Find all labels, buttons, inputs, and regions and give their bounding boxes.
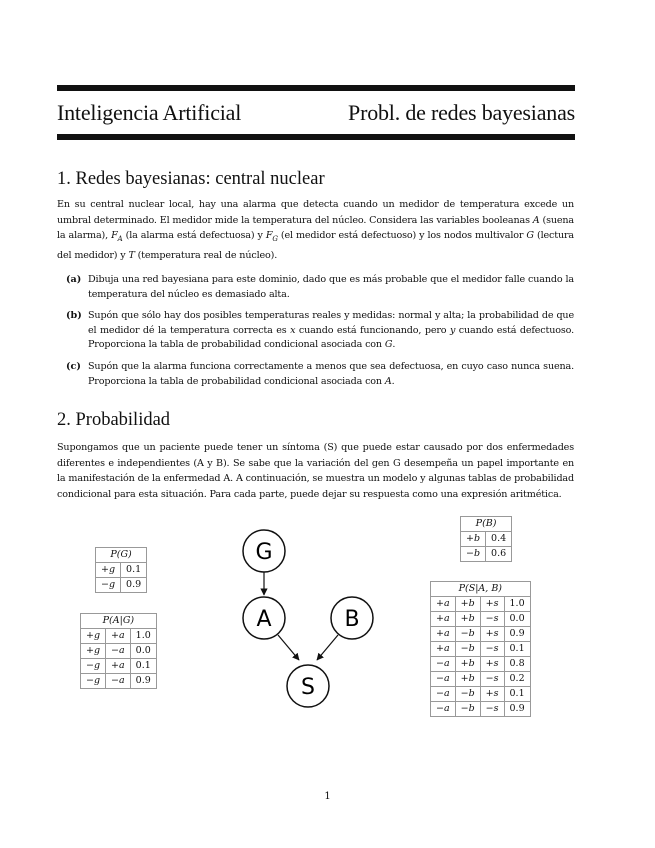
item-text: .	[392, 339, 396, 350]
table-cell: −a	[431, 687, 456, 702]
table-row	[431, 642, 531, 657]
table-cell: −b	[455, 642, 480, 657]
intro-text-2: (suena la alarma),	[57, 214, 574, 242]
table-cell: +a	[431, 642, 456, 657]
intro-text-3: (la alarma está defectuosa) y	[122, 230, 266, 242]
table-cell: +s	[480, 627, 504, 642]
var-g: G	[526, 230, 534, 242]
table-row	[461, 532, 512, 547]
table-cell: 0.9	[504, 627, 530, 642]
item-text: Supón que sólo hay dos posibles temperaturas reales y medidas: normal y alta; la probabilidad de que el medidor dé la temperatura correcta es	[88, 310, 574, 336]
table-cell: +b	[455, 657, 480, 672]
node-g-label: G	[255, 540, 273, 565]
table-cell: −a	[431, 702, 456, 717]
table-cell: −g	[96, 578, 121, 593]
table-title: P(B)	[461, 517, 512, 532]
table-cell: −s	[480, 672, 504, 687]
table-row	[431, 702, 531, 717]
edge-a-s	[278, 635, 299, 660]
section-2-title: 2. Probabilidad	[57, 410, 171, 430]
node-s-label: S	[301, 675, 315, 700]
node-a-label: A	[256, 607, 272, 632]
table-row	[431, 627, 531, 642]
intro-text-5: (lectura del medidor) y	[57, 230, 574, 261]
table-cell: −a	[431, 657, 456, 672]
item-label: (c)	[66, 361, 81, 372]
table-cell: −a	[431, 672, 456, 687]
table-cell: +b	[461, 532, 486, 547]
table-row	[96, 563, 147, 578]
item-text: cuando está funcionando, pero	[295, 324, 450, 336]
section-1-intro	[57, 197, 574, 263]
table-cell: 0.1	[130, 659, 156, 674]
table-cell: 1.0	[504, 597, 530, 612]
course-title: Inteligencia Artificial	[57, 100, 242, 125]
table-cell: 0.6	[486, 547, 512, 562]
node-b-label: B	[344, 607, 360, 632]
table-cell: −s	[480, 702, 504, 717]
page-number: 1	[324, 791, 331, 802]
table-cell: −s	[480, 612, 504, 627]
table-row	[431, 672, 531, 687]
table-title: P(A|G)	[81, 614, 157, 629]
exercise-item-b	[66, 309, 574, 353]
table-cell: +s	[480, 597, 504, 612]
table-cell: 0.0	[504, 612, 530, 627]
table-cell: 0.0	[130, 644, 156, 659]
bayes-network-diagram	[230, 520, 400, 720]
table-row	[81, 629, 157, 644]
var-fa-sub: A	[117, 235, 123, 244]
table-cell: −g	[81, 659, 106, 674]
table-cell: +b	[455, 672, 480, 687]
item-label: (a)	[66, 274, 82, 285]
table-cell: +b	[455, 612, 480, 627]
table-row	[81, 644, 157, 659]
table-cell: 0.1	[504, 687, 530, 702]
table-cell: +b	[455, 597, 480, 612]
item-text: cuando está defectuoso. Proporciona la tabla de probabilidad condicional asociada con	[88, 324, 575, 350]
table-cell: +a	[431, 627, 456, 642]
var-fa: F	[111, 230, 118, 242]
table-cell: +a	[431, 612, 456, 627]
var-fg-sub: G	[272, 235, 278, 244]
var-fg: F	[265, 230, 273, 242]
cpt-p-b	[460, 516, 512, 562]
cpt-p-g	[95, 547, 147, 593]
intro-text-4: (el medidor está defectuoso) y los nodos multivalor	[277, 230, 527, 242]
table-title: P(S|A, B)	[431, 582, 531, 597]
table-cell: 0.9	[504, 702, 530, 717]
table-cell: −a	[106, 674, 131, 689]
cpt-p-s-given-a-b	[430, 581, 531, 717]
item-text: Supón que la alarma funciona correctamente a menos que sea defectuosa, en cuyo caso nunca suena. Proporciona la tabla de probabilidad condicional asociada con	[88, 361, 574, 387]
var-g: G	[384, 339, 393, 350]
table-cell: −b	[455, 627, 480, 642]
table-row	[431, 612, 531, 627]
intro-text-1: En su central nuclear local, hay una alarma que detecta cuando un medidor de temperatura excede un umbral determinado. El medidor mide la temperatura del núcleo. Considera las variables booleanas	[57, 199, 574, 226]
section-1-title: 1. Redes bayesianas: central nuclear	[57, 169, 325, 189]
table-row	[431, 657, 531, 672]
table-row	[96, 578, 147, 593]
table-row	[431, 597, 531, 612]
table-cell: −g	[81, 674, 106, 689]
table-cell: −a	[106, 644, 131, 659]
table-row	[431, 687, 531, 702]
table-cell: 0.1	[121, 563, 147, 578]
header-bottom-rule	[57, 134, 575, 140]
table-cell: −b	[461, 547, 486, 562]
table-cell: +a	[431, 597, 456, 612]
table-cell: −s	[480, 642, 504, 657]
item-text: .	[391, 375, 395, 387]
item-text: Dibuja una red bayesiana para este dominio, dado que es más probable que el medidor falle cuando la temperatura del núcleo es demasiado alta.	[88, 274, 574, 300]
table-cell: −b	[455, 687, 480, 702]
exercise-item-c	[66, 360, 574, 389]
cpt-p-a-given-g	[80, 613, 157, 689]
table-cell: 1.0	[130, 629, 156, 644]
table-cell: −b	[455, 702, 480, 717]
table-cell: 0.9	[130, 674, 156, 689]
table-cell: +g	[96, 563, 121, 578]
section-2-intro: Supongamos que un paciente puede tener un síntoma (S) que puede estar causado por dos enfermedades diferentes e independientes (A y B). Se sabe que la variación del gen G desempeña un papel importante en la manifestación de la enfermedad A. A continuación, se muestra un modelo y algunas tablas de probabilidad condicional para esta situación. Para cada parte, puede dejar su respuesta como una expresión aritmética.	[57, 442, 574, 500]
sheet-title: Probl. de redes bayesianas	[348, 100, 575, 125]
table-row	[461, 547, 512, 562]
intro-text-6: (temperatura real de núcleo).	[134, 249, 278, 261]
item-label: (b)	[66, 310, 82, 321]
table-cell: +s	[480, 657, 504, 672]
table-cell: +a	[106, 659, 131, 674]
header-top-rule	[57, 85, 575, 91]
table-row	[81, 674, 157, 689]
table-cell: 0.9	[121, 578, 147, 593]
table-cell: +g	[81, 644, 106, 659]
table-title: P(G)	[96, 548, 147, 563]
table-cell: 0.1	[504, 642, 530, 657]
table-cell: 0.8	[504, 657, 530, 672]
exercise-item-a	[66, 273, 574, 302]
table-row	[81, 659, 157, 674]
table-cell: 0.2	[504, 672, 530, 687]
var-a: A	[384, 375, 392, 387]
edge-b-s	[317, 635, 338, 660]
var-y: y	[449, 324, 456, 336]
table-cell: +a	[106, 629, 131, 644]
table-cell: +s	[480, 687, 504, 702]
table-cell: +g	[81, 629, 106, 644]
var-t: T	[128, 249, 135, 261]
table-cell: 0.4	[486, 532, 512, 547]
var-x: x	[290, 324, 296, 336]
var-a: A	[532, 214, 540, 226]
